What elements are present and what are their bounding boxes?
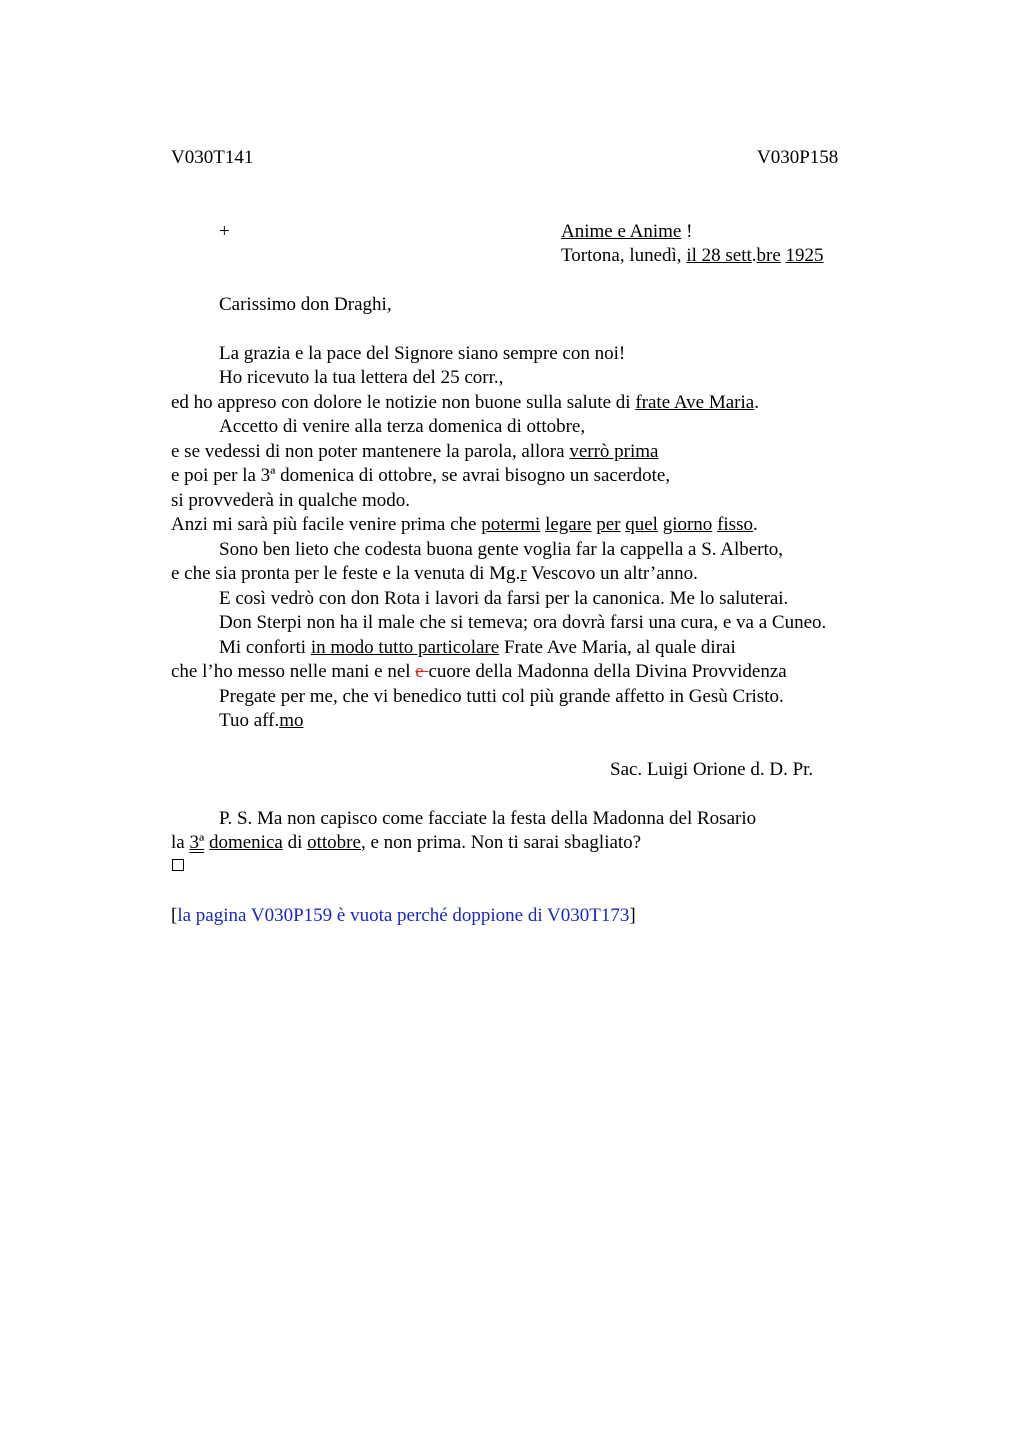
body-line: si provvederà in qualche modo. [171, 490, 411, 511]
body-line [171, 513, 758, 537]
text-run: , e non prima. Non ti sarai sbagliato? [360, 832, 642, 853]
body-line [219, 709, 303, 733]
bracket-close: ] [629, 905, 636, 926]
header-left-code: V030T141 [171, 147, 254, 168]
text-run: Frate Ave Maria, al quale dirai [499, 637, 736, 658]
body-line [171, 440, 658, 464]
body-line: e poi per la 3ª domenica di ottobre, se avrai bisogno un sacerdote, [171, 465, 671, 486]
underlined-run: domenica [208, 832, 283, 853]
body-line: E così vedrò con don Rota i lavori da farsi per la canonica. Me lo saluterai. [219, 588, 789, 609]
text-run: e se vedessi di non poter mantenere la parola, allora [171, 441, 570, 462]
body-line [219, 636, 736, 660]
body-line: Don Sterpi non ha il male che si temeva; ora dovrà farsi una cura, e va a Cuneo. [219, 612, 827, 633]
body-line: Ho ricevuto la tua lettera del 25 corr., [219, 367, 504, 388]
cross-mark: + [219, 221, 230, 242]
underlined-run: r [520, 563, 527, 584]
underlined-run: ottobre [307, 832, 361, 853]
bracket-open: [ [171, 905, 178, 926]
body-line: Pregate per me, che vi benedico tutti col più grande affetto in Gesù Cristo. [219, 686, 784, 707]
text-run: che l’ho messo nelle mani e nel [171, 661, 416, 682]
postscript-line: P. S. Ma non capisco come facciate la festa della Madonna del Rosario [219, 808, 757, 829]
dateline-part2: bre [756, 245, 781, 266]
dateline-part1: il 28 sett [686, 245, 752, 266]
editor-note [171, 904, 636, 928]
text-run: Vescovo un altr’anno. [526, 563, 698, 584]
text-run: ed ho appreso con dolore le notizie non buone sulla salute di [171, 392, 636, 413]
text-run: . [754, 392, 759, 413]
checkbox-square-icon [172, 858, 184, 874]
underlined-run: potermi [481, 514, 541, 535]
body-line [171, 562, 698, 586]
underlined-run: verrò prima [569, 441, 659, 462]
salutation: Carissimo don Draghi, [219, 294, 392, 315]
underlined-run: in modo tutto particolare [310, 637, 500, 658]
text-run: di [282, 832, 308, 853]
text-run: Mi conforti [219, 637, 311, 658]
double-underlined-run: 3ª [189, 832, 205, 853]
underlined-run: legare [545, 514, 592, 535]
body-line: Sono ben lieto che codesta buona gente voglia far la cappella a S. Alberto, [219, 539, 784, 560]
text-run: Anzi mi sarà più facile venire prima che [171, 514, 482, 535]
underlined-run: giorno [662, 514, 713, 535]
motto-after: ! [681, 221, 693, 242]
body-line: Accetto di venire alla terza domenica di ottobre, [219, 416, 586, 437]
struck-run: e [415, 661, 429, 682]
text-run: cuore della Madonna della Divina Provvidenza [428, 661, 787, 682]
postscript-line [171, 831, 641, 855]
dateline-prefix: Tortona, lunedì, [561, 245, 687, 266]
underlined-run: frate Ave Maria [635, 392, 755, 413]
signature: Sac. Luigi Orione d. D. Pr. [610, 759, 814, 780]
dateline-year: 1925 [785, 245, 824, 266]
text-run: . [752, 514, 758, 535]
text-run: Tuo aff. [219, 710, 280, 731]
underlined-run: fisso [717, 514, 753, 535]
motto [561, 220, 692, 244]
motto-underlined: Anime e Anime [561, 221, 682, 242]
text-run: e che sia pronta per le feste e la venuta di Mg. [171, 563, 521, 584]
underlined-run: quel [625, 514, 658, 535]
editor-note-text: la pagina V030P159 è vuota perché doppione di V030T173 [177, 905, 630, 926]
body-line [171, 660, 787, 684]
dateline-dot: . [751, 245, 757, 266]
body-line [171, 391, 759, 415]
dateline [561, 244, 824, 268]
text-run: la [171, 832, 190, 853]
header-right-code: V030P158 [757, 147, 839, 168]
body-line: La grazia e la pace del Signore siano sempre con noi! [219, 343, 626, 364]
underlined-run: per [596, 514, 621, 535]
underlined-run: mo [279, 710, 304, 731]
